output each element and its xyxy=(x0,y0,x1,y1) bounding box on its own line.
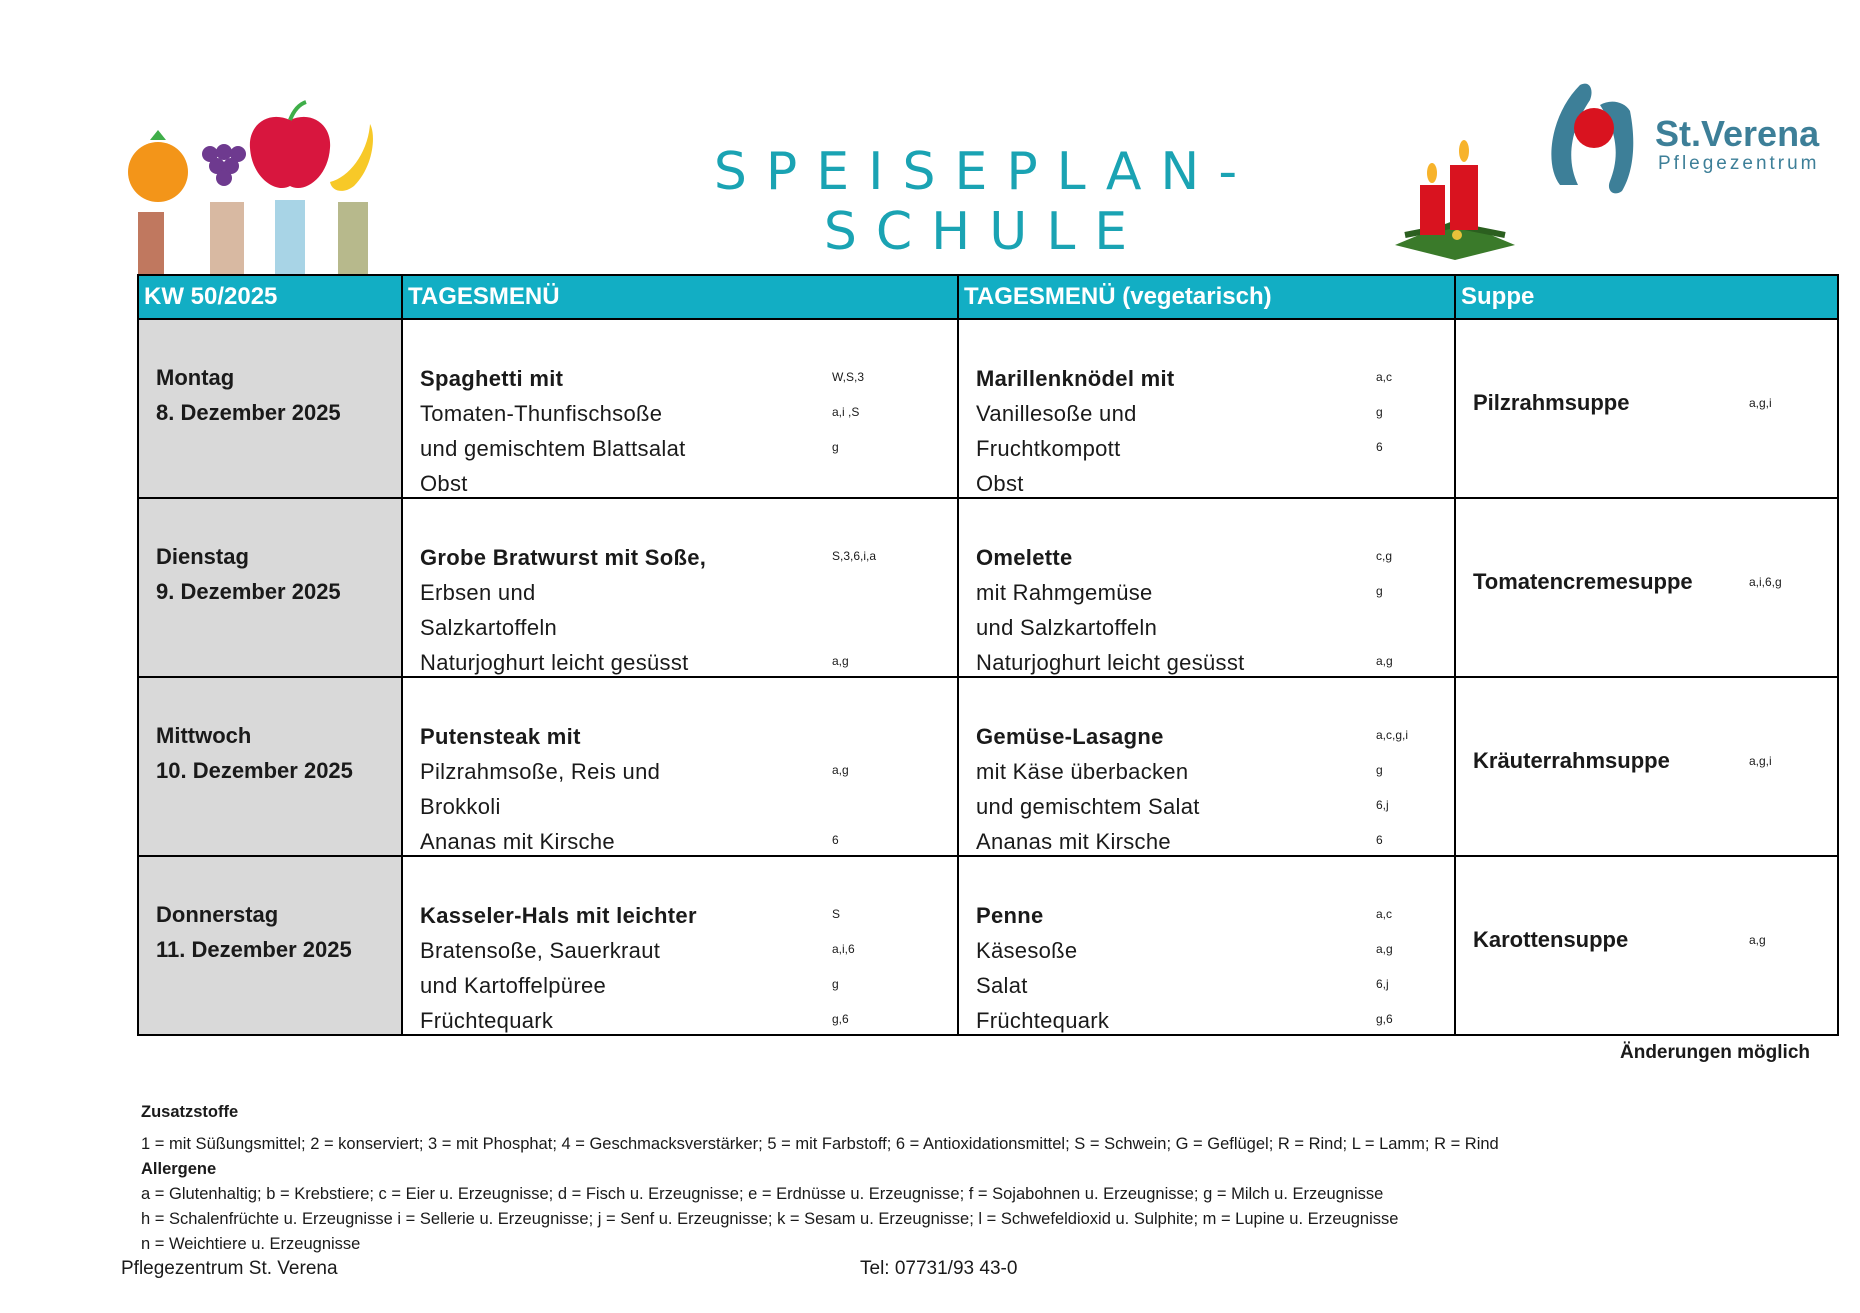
allergen-code: a,g xyxy=(1376,942,1393,956)
allergen-code xyxy=(1376,489,1454,497)
banana-icon xyxy=(330,124,373,191)
additives-text: 1 = mit Süßungsmittel; 2 = konserviert; 3 = mit Phosphat; 4 = Geschmacksverstärker; 5 = mit Farbstoff; 6 = Antioxidationsmittel; S = Schwein; G = Geflügel; R = Rind; L = Lamm; R = Rind xyxy=(141,1135,1499,1153)
allergen-code xyxy=(1376,633,1454,641)
dish-text: Tomaten-Thunfischsoße xyxy=(420,401,663,426)
day-date: 11. Dezember 2025 xyxy=(156,937,352,962)
allergen-code: a,g,i xyxy=(1749,395,1772,410)
logo-subtitle: Pflegezentrum xyxy=(1658,153,1820,174)
allergen-code: c,g xyxy=(1376,549,1393,563)
dish-text: Salzkartoffeln xyxy=(420,615,558,640)
allergen-code: a,g xyxy=(1749,932,1766,947)
additives-heading: Zusatzstoffe xyxy=(141,1103,239,1121)
allergen-code: g xyxy=(1376,405,1383,419)
soup-line xyxy=(1456,320,1837,491)
soup-name: Tomatencremesuppe xyxy=(1473,568,1693,594)
allergen-code: a,c xyxy=(1376,907,1393,921)
dish-text: Fruchtkompott xyxy=(976,436,1121,461)
soup-line xyxy=(1456,857,1837,1028)
allergens-line: n = Weichtiere u. Erzeugnisse xyxy=(141,1235,361,1253)
soup-cell xyxy=(1455,498,1838,677)
st-verena-logo xyxy=(1540,75,1840,205)
arm-4 xyxy=(338,202,368,277)
daily-menu-cell xyxy=(402,677,958,856)
allergen-code: a,i,6,g xyxy=(1749,574,1782,589)
allergen-code: a,c xyxy=(1376,370,1393,384)
table-row xyxy=(138,498,1838,677)
dish-text: Penne xyxy=(976,903,1044,928)
allergen-code: 6,j xyxy=(1376,798,1389,812)
vegetarian-menu-cell xyxy=(958,498,1455,677)
dish-text: Obst xyxy=(420,471,468,496)
menu-line xyxy=(403,462,957,497)
dish-text: Salat xyxy=(976,973,1028,998)
soup-cell xyxy=(1455,319,1838,498)
menu-line xyxy=(959,820,1454,855)
menu-line xyxy=(959,357,1454,392)
soup-name: Kräuterrahmsuppe xyxy=(1473,747,1670,773)
menu-line xyxy=(403,715,957,750)
menu-line xyxy=(959,929,1454,964)
table-row xyxy=(138,856,1838,1035)
allergen-code: a,c,g,i xyxy=(1376,728,1409,742)
daily-menu-cell xyxy=(402,856,958,1035)
arm-2 xyxy=(210,202,244,277)
soup-line xyxy=(1456,678,1837,849)
fruits-illustration xyxy=(120,92,395,277)
arm-1 xyxy=(138,212,164,277)
day-date: 10. Dezember 2025 xyxy=(156,758,353,783)
day-cell xyxy=(138,498,402,677)
menu-line xyxy=(959,462,1454,497)
allergen-code xyxy=(832,598,957,606)
menu-line xyxy=(403,999,957,1034)
dish-text: Marillenknödel mit xyxy=(976,366,1175,391)
menu-line xyxy=(959,964,1454,999)
header-daily-menu: TAGESMENÜ xyxy=(402,275,958,319)
menu-line xyxy=(959,571,1454,606)
day-cell xyxy=(138,856,402,1035)
dish-text: mit Käse überbacken xyxy=(976,759,1189,784)
menu-line xyxy=(403,750,957,785)
menu-line xyxy=(959,392,1454,427)
dish-text: Früchtequark xyxy=(420,1008,554,1033)
menu-line xyxy=(959,641,1454,676)
day-date: 8. Dezember 2025 xyxy=(156,400,341,425)
allergen-code: g xyxy=(1376,584,1383,598)
day-name: Montag xyxy=(156,365,235,390)
candles-icon xyxy=(1385,135,1525,265)
dish-text: Putensteak mit xyxy=(420,724,581,749)
header-vegetarian-menu: TAGESMENÜ (vegetarisch) xyxy=(958,275,1455,319)
allergen-code xyxy=(832,633,957,641)
allergen-code: a,g,i xyxy=(1749,753,1772,768)
soup-cell xyxy=(1455,677,1838,856)
menu-line xyxy=(403,641,957,676)
allergen-code: g,6 xyxy=(1376,1012,1393,1026)
grapes-icon xyxy=(202,144,246,186)
day-cell xyxy=(138,677,402,856)
menu-line xyxy=(403,536,957,571)
allergen-code: 6 xyxy=(1376,440,1383,454)
dish-text: Erbsen und xyxy=(420,580,536,605)
orange-icon xyxy=(128,142,188,202)
allergen-code: a,g xyxy=(832,654,849,668)
menu-line xyxy=(403,785,957,820)
day-name: Dienstag xyxy=(156,544,249,569)
allergen-code: 6 xyxy=(1376,833,1383,847)
menu-line xyxy=(403,929,957,964)
soup-cell xyxy=(1455,856,1838,1035)
table-row xyxy=(138,319,1838,498)
allergen-code: S,3,6,i,a xyxy=(832,549,877,563)
dish-text: Ananas mit Kirsche xyxy=(420,829,615,854)
allergen-code: g xyxy=(1376,763,1383,777)
dish-text: Naturjoghurt leicht gesüsst xyxy=(420,650,689,675)
day-cell xyxy=(138,319,402,498)
dish-text: Omelette xyxy=(976,545,1073,570)
apple-icon xyxy=(250,117,330,188)
soup-line xyxy=(1456,499,1837,670)
menu-table xyxy=(137,274,1839,1036)
allergen-code: 6 xyxy=(832,833,839,847)
dish-text: Vanillesoße und xyxy=(976,401,1137,426)
dish-text: Brokkoli xyxy=(420,794,501,819)
menu-line xyxy=(403,392,957,427)
day-name: Mittwoch xyxy=(156,723,252,748)
menu-line xyxy=(959,999,1454,1034)
dish-text: Früchtequark xyxy=(976,1008,1110,1033)
menu-line xyxy=(959,427,1454,462)
daily-menu-cell xyxy=(402,498,958,677)
dish-text: und gemischtem Salat xyxy=(976,794,1200,819)
allergen-code: S xyxy=(832,907,841,921)
menu-line xyxy=(403,357,957,392)
dish-text: Gemüse-Lasagne xyxy=(976,724,1164,749)
menu-line xyxy=(959,606,1454,641)
allergen-code xyxy=(832,489,957,497)
footer-organization: Pflegezentrum St. Verena xyxy=(121,1258,338,1279)
dish-text: Ananas mit Kirsche xyxy=(976,829,1171,854)
menu-line xyxy=(959,785,1454,820)
vegetarian-menu-cell xyxy=(958,319,1455,498)
footer-phone: Tel: 07731/93 43-0 xyxy=(860,1258,1018,1279)
allergen-code: g,6 xyxy=(832,1012,849,1026)
allergen-code: a,g xyxy=(832,763,849,777)
vegetarian-menu-cell xyxy=(958,677,1455,856)
dish-text: mit Rahmgemüse xyxy=(976,580,1153,605)
day-date: 9. Dezember 2025 xyxy=(156,579,341,604)
menu-line xyxy=(959,750,1454,785)
menu-line xyxy=(959,536,1454,571)
dish-text: und Salzkartoffeln xyxy=(976,615,1158,640)
legend xyxy=(141,1100,1499,1257)
allergen-code xyxy=(832,742,957,750)
arm-3 xyxy=(275,200,305,277)
allergen-code: 6,j xyxy=(1376,977,1389,991)
page-title: SPEISEPLAN-SCHULE xyxy=(713,142,1257,262)
menu-line xyxy=(959,894,1454,929)
daily-menu-cell xyxy=(402,319,958,498)
logo-mark-icon xyxy=(1540,75,1650,205)
dish-text: Obst xyxy=(976,471,1024,496)
dish-text: Bratensoße, Sauerkraut xyxy=(420,938,661,963)
vegetarian-menu-cell xyxy=(958,856,1455,1035)
allergen-code: a,i ,S xyxy=(832,405,860,419)
dish-text: und Kartoffelpüree xyxy=(420,973,607,998)
menu-line xyxy=(403,820,957,855)
allergen-code: a,g xyxy=(1376,654,1393,668)
allergens-line: a = Glutenhaltig; b = Krebstiere; c = Eier u. Erzeugnisse; d = Fisch u. Erzeugnisse; e = Erdnüsse u. Erzeugnisse; f = Sojabohnen u. Erzeugnisse; g = Milch u. Erzeugnisse xyxy=(141,1185,1384,1203)
changes-note: Änderungen möglich xyxy=(1620,1042,1810,1063)
allergen-code: g xyxy=(832,440,839,454)
allergen-code: W,S,3 xyxy=(832,370,865,384)
dish-text: Käsesoße xyxy=(976,938,1078,963)
soup-name: Pilzrahmsuppe xyxy=(1473,389,1630,415)
day-name: Donnerstag xyxy=(156,902,279,927)
menu-line xyxy=(403,894,957,929)
allergens-line: h = Schalenfrüchte u. Erzeugnisse i = Sellerie u. Erzeugnisse; j = Senf u. Erzeugnisse; k = Sesam u. Erzeugnisse; l = Schwefeldioxid u. Sulphite; m = Lupine u. Erzeugnisse xyxy=(141,1210,1399,1228)
table-row xyxy=(138,677,1838,856)
header-soup: Suppe xyxy=(1455,275,1838,319)
menu-line xyxy=(403,606,957,641)
dish-text: Kasseler-Hals mit leichter xyxy=(420,903,697,928)
header-week: KW 50/2025 xyxy=(138,275,402,319)
allergen-code: g xyxy=(832,977,839,991)
allergen-code: a,i,6 xyxy=(832,942,855,956)
menu-line xyxy=(959,715,1454,750)
dish-text: Spaghetti mit xyxy=(420,366,564,391)
table-header-row xyxy=(138,275,1838,319)
menu-line xyxy=(403,571,957,606)
allergen-code xyxy=(832,812,957,820)
menu-line xyxy=(403,964,957,999)
menu-line xyxy=(403,427,957,462)
dish-text: Naturjoghurt leicht gesüsst xyxy=(976,650,1245,675)
soup-name: Karottensuppe xyxy=(1473,926,1629,952)
logo-name: St.Verena xyxy=(1655,113,1820,154)
allergens-heading: Allergene xyxy=(141,1160,217,1178)
dish-text: und gemischtem Blattsalat xyxy=(420,436,686,461)
dish-text: Grobe Bratwurst mit Soße, xyxy=(420,545,707,570)
dish-text: Pilzrahmsoße, Reis und xyxy=(420,759,661,784)
